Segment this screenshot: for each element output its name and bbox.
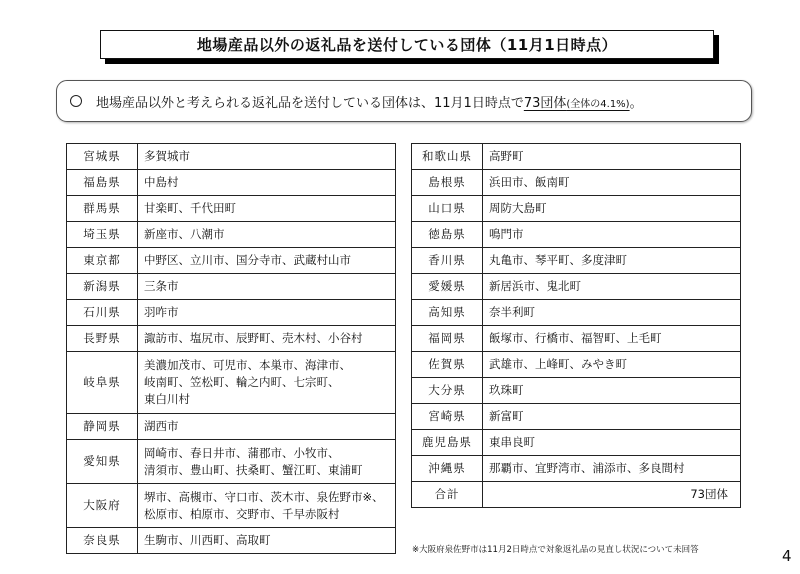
municipalities-line: 武雄市、上峰町、みやき町 — [489, 357, 627, 371]
municipalities-cell — [483, 456, 741, 482]
municipalities-cell — [138, 170, 396, 196]
table-row — [67, 196, 396, 222]
municipalities-cell — [138, 326, 396, 352]
municipalities-cell — [138, 440, 396, 484]
footnote: ※大阪府泉佐野市は11月2日時点で対象返礼品の見直し状況について未回答 — [412, 545, 699, 555]
municipalities-line: 東串良町 — [489, 435, 535, 449]
prefecture-name: 和歌山県 — [412, 144, 483, 170]
prefecture-name: 島根県 — [412, 170, 483, 196]
prefecture-name: 徳島県 — [412, 222, 483, 248]
prefecture-name: 埼玉県 — [67, 222, 138, 248]
circle-bullet-icon — [70, 95, 82, 107]
municipalities-line: 飯塚市、行橋市、福智町、上毛町 — [489, 331, 662, 345]
table-row — [67, 440, 396, 484]
municipalities-cell — [138, 352, 396, 414]
prefecture-name: 大分県 — [412, 378, 483, 404]
table-row — [412, 222, 741, 248]
prefecture-name: 愛知県 — [67, 440, 138, 484]
table-row — [412, 430, 741, 456]
municipalities-line: 三条市 — [144, 279, 179, 293]
right-prefecture-table — [411, 143, 741, 508]
municipalities-cell — [483, 222, 741, 248]
prefecture-name: 新潟県 — [67, 274, 138, 300]
prefecture-name: 鹿児島県 — [412, 430, 483, 456]
table-row — [67, 326, 396, 352]
municipalities-cell — [483, 170, 741, 196]
municipalities-line: 高野町 — [489, 149, 524, 163]
table-row — [412, 274, 741, 300]
municipalities-line: 美濃加茂市、可児市、本巣市、海津市、 — [144, 358, 351, 372]
prefecture-name: 香川県 — [412, 248, 483, 274]
total-row — [412, 482, 741, 508]
municipalities-cell — [138, 222, 396, 248]
municipalities-cell — [483, 404, 741, 430]
prefecture-name: 岐阜県 — [67, 352, 138, 414]
prefecture-name: 沖縄県 — [412, 456, 483, 482]
municipalities-line: 湖西市 — [144, 419, 179, 433]
prefecture-name: 石川県 — [67, 300, 138, 326]
municipalities-line: 堺市、高槻市、守口市、茨木市、泉佐野市※、 — [144, 489, 384, 504]
municipalities-cell — [138, 196, 396, 222]
summary-percentage: (全体の4.1%) — [566, 98, 630, 110]
prefecture-name: 奈良県 — [67, 528, 138, 554]
summary-highlight-group — [524, 92, 630, 111]
table-row — [412, 352, 741, 378]
municipalities-line: 中野区、立川市、国分寺市、武蔵村山市 — [144, 253, 351, 267]
municipalities-cell — [483, 326, 741, 352]
municipalities-line: 周防大島町 — [489, 201, 547, 215]
municipalities-cell — [483, 378, 741, 404]
municipalities-line: 那覇市、宜野湾市、浦添市、多良間村 — [489, 461, 685, 475]
table-row — [67, 144, 396, 170]
municipalities-line: 清須市、豊山町、扶桑町、蟹江町、東浦町 — [144, 462, 363, 477]
municipalities-cell — [483, 144, 741, 170]
municipalities-cell — [138, 300, 396, 326]
prefecture-name: 佐賀県 — [412, 352, 483, 378]
municipalities-line: 新富町 — [489, 409, 524, 423]
municipalities-cell — [138, 274, 396, 300]
municipalities-line: 多賀城市 — [144, 149, 190, 163]
municipalities-line: 諏訪市、塩尻市、辰野町、売木村、小谷村 — [144, 331, 363, 345]
summary-highlight: 73団体 — [523, 95, 567, 111]
municipalities-line: 岐南町、笠松町、輪之内町、七宗町、 — [144, 375, 340, 389]
table-row — [412, 404, 741, 430]
municipalities-line: 中島村 — [144, 175, 179, 189]
table-row — [67, 352, 396, 414]
prefecture-name: 宮崎県 — [412, 404, 483, 430]
municipalities-line: 松原市、柏原市、交野市、千早赤阪村 — [144, 506, 340, 521]
municipalities-line: 羽咋市 — [144, 305, 179, 319]
municipalities-cell — [138, 248, 396, 274]
table-row — [67, 170, 396, 196]
prefecture-name: 静岡県 — [67, 414, 138, 440]
municipalities-line: 新座市、八潮市 — [144, 227, 225, 241]
municipalities-line: 東白川村 — [144, 392, 190, 406]
table-row — [67, 484, 396, 528]
left-prefecture-table — [66, 143, 396, 554]
municipalities-line: 新居浜市、鬼北町 — [489, 279, 581, 293]
municipalities-line: 甘楽町、千代田町 — [144, 201, 236, 215]
table-row — [67, 274, 396, 300]
page-number: 4 — [782, 547, 792, 565]
table-row — [412, 326, 741, 352]
table-row — [412, 300, 741, 326]
table-row — [412, 144, 741, 170]
table-row — [412, 170, 741, 196]
municipalities-line: 浜田市、飯南町 — [489, 175, 570, 189]
prefecture-name: 東京都 — [67, 248, 138, 274]
prefecture-name: 宮城県 — [67, 144, 138, 170]
municipalities-line: 奈半利町 — [489, 305, 535, 319]
municipalities-line: 丸亀市、琴平町、多度津町 — [489, 253, 627, 267]
table-row — [67, 414, 396, 440]
summary-end: 。 — [629, 95, 643, 111]
summary-box — [56, 80, 752, 122]
prefecture-name: 福岡県 — [412, 326, 483, 352]
table-row — [67, 528, 396, 554]
municipalities-cell — [483, 352, 741, 378]
municipalities-line: 玖珠町 — [489, 383, 524, 397]
table-row — [67, 300, 396, 326]
table-row — [412, 378, 741, 404]
prefecture-name: 山口県 — [412, 196, 483, 222]
table-row — [412, 248, 741, 274]
municipalities-line: 生駒市、川西町、高取町 — [144, 533, 271, 547]
municipalities-cell — [138, 528, 396, 554]
table-row — [67, 248, 396, 274]
prefecture-name: 大阪府 — [67, 484, 138, 528]
total-value: 73団体 — [483, 482, 741, 508]
municipalities-line: 岡崎市、春日井市、蒲郡市、小牧市、 — [144, 445, 340, 460]
prefecture-name: 長野県 — [67, 326, 138, 352]
municipalities-line: 鳴門市 — [489, 227, 524, 241]
table-row — [67, 222, 396, 248]
page-title — [100, 30, 714, 59]
prefecture-name: 愛媛県 — [412, 274, 483, 300]
table-row — [412, 456, 741, 482]
municipalities-cell — [138, 484, 396, 528]
municipalities-cell — [138, 414, 396, 440]
prefecture-name: 高知県 — [412, 300, 483, 326]
municipalities-cell — [483, 196, 741, 222]
prefecture-name: 福島県 — [67, 170, 138, 196]
page-title-text: 地場産品以外の返礼品を送付している団体（11月1日時点） — [196, 36, 618, 54]
municipalities-cell — [483, 248, 741, 274]
municipalities-cell — [483, 300, 741, 326]
municipalities-cell — [483, 430, 741, 456]
municipalities-cell — [138, 144, 396, 170]
total-label: 合計 — [412, 482, 483, 508]
summary-text: 地場産品以外と考えられる返礼品を送付している団体は、11月1日時点で — [96, 95, 524, 111]
table-row — [412, 196, 741, 222]
municipalities-cell — [483, 274, 741, 300]
prefecture-name: 群馬県 — [67, 196, 138, 222]
